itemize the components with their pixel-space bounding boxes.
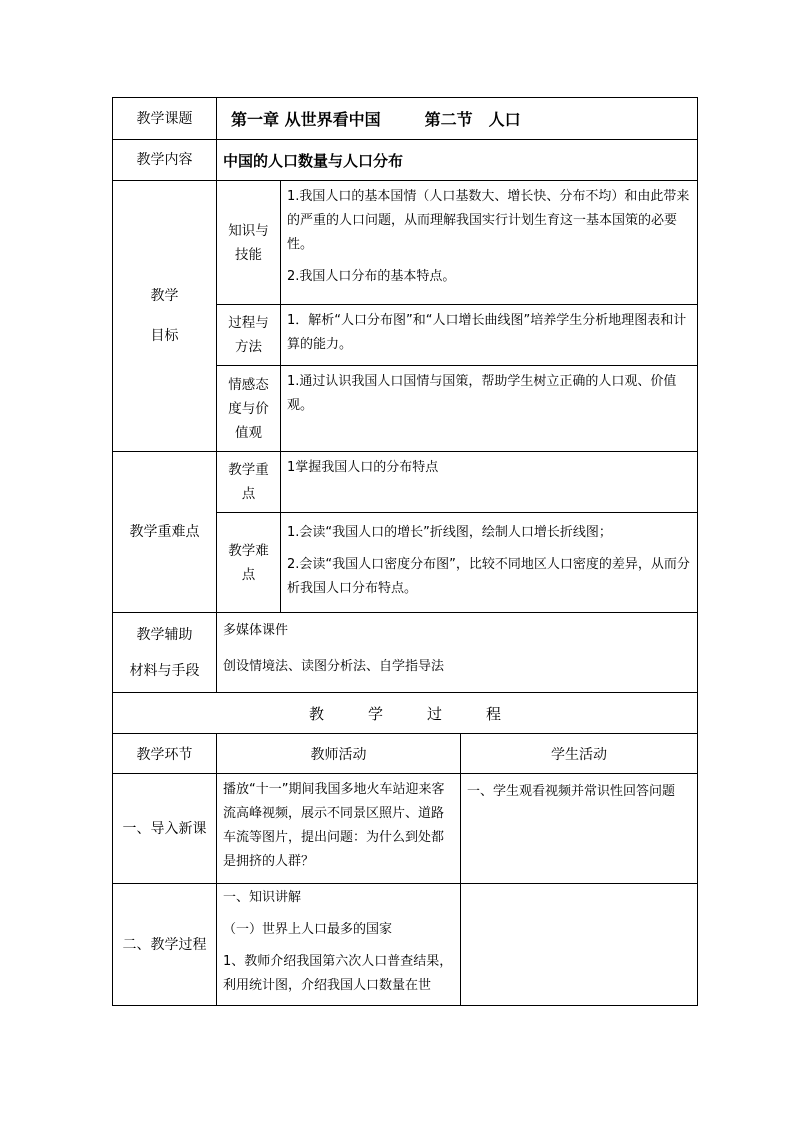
table-row	[113, 884, 698, 1006]
stage-column-header: 教学环节	[113, 734, 217, 774]
aids-label	[113, 613, 217, 693]
attitude-label-line3: 值观	[235, 424, 262, 441]
topic-value	[217, 98, 698, 140]
process-method-label-line2: 方法	[235, 339, 262, 355]
attitude-text	[281, 366, 698, 452]
knowledge-item: 1.我国人口的基本国情（人口基数大、增长快、分布不均）和由此带来的严重的人口问题，从而理解我国实行计划生育这一基本国策的必要性。	[287, 189, 690, 252]
student-column-header: 学生活动	[461, 734, 698, 774]
topic-chapter: 第一章 从世界看中国	[231, 110, 381, 129]
student-activity	[461, 774, 698, 884]
aids-label-line1: 教学辅助	[136, 626, 193, 643]
stage-name: 一、导入新课	[113, 774, 217, 884]
student-activity-item: 一、学生观看视频并常识性回答问题	[467, 784, 676, 799]
student-activity	[461, 884, 698, 1006]
objectives-label	[113, 181, 217, 452]
attitude-item: 1.通过认识我国人口国情与国策，帮助学生树立正确的人口观、价值观。	[287, 374, 677, 413]
objectives-label-line2: 目标	[150, 328, 179, 344]
stage-name: 二、教学过程	[113, 884, 217, 1006]
content-label: 教学内容	[113, 140, 217, 181]
knowledge-label	[217, 181, 281, 305]
content-value: 中国的人口数量与人口分布	[217, 140, 698, 181]
aids-label-line2: 材料与手段	[129, 662, 200, 679]
process-heading: 教学过程	[113, 693, 698, 734]
teacher-activity-item: 播放“十一”期间我国多地火车站迎来客流高峰视频，展示不同景区照片、道路车流等图片，提出问题：为什么到处都是拥挤的人群？	[223, 782, 445, 869]
knowledge-item: 2.我国人口分布的基本特点。	[287, 269, 456, 284]
knowledge-text	[281, 181, 698, 305]
key-points-label: 教学重难点	[113, 452, 217, 613]
process-method-label-line1: 过程与	[228, 315, 269, 331]
knowledge-label-line1: 知识与	[228, 222, 269, 239]
aids-item: 创设情境法、读图分析法、自学指导法	[223, 659, 445, 674]
difficulty-label-line2: 点	[241, 566, 256, 583]
table-row	[113, 774, 698, 884]
aids-text	[217, 613, 698, 693]
teacher-column-header: 教师活动	[217, 734, 461, 774]
focus-label-line2: 点	[241, 486, 256, 502]
topic-section: 第二节 人口	[424, 110, 521, 129]
focus-label-line1: 教学重	[228, 462, 269, 478]
difficulty-text	[281, 513, 698, 613]
knowledge-label-line2: 技能	[235, 246, 262, 263]
difficulty-item: 1.会读“我国人口的增长”折线图，绘制人口增长折线图；	[287, 525, 612, 540]
focus-item: 1掌握我国人口的分布特点	[287, 460, 439, 475]
teacher-activity	[217, 774, 461, 884]
process-method-item: 1．解析“人口分布图”和“人口增长曲线图”培养学生分析地理图表和计算的能力。	[287, 313, 687, 352]
difficulty-label-line1: 教学难	[228, 542, 269, 559]
teacher-activity-item: （一）世界上人口最多的国家	[223, 922, 393, 937]
attitude-label	[217, 366, 281, 452]
process-method-label	[217, 305, 281, 366]
process-method-text	[281, 305, 698, 366]
lesson-plan-table	[112, 97, 698, 1006]
difficulty-label	[217, 513, 281, 613]
teacher-activity-item: 一、知识讲解	[223, 890, 302, 905]
focus-text	[281, 452, 698, 513]
teacher-activity	[217, 884, 461, 1006]
objectives-label-line1: 教学	[150, 288, 179, 304]
attitude-label-line1: 情感态	[228, 376, 269, 393]
aids-item: 多媒体课件	[223, 623, 289, 638]
focus-label	[217, 452, 281, 513]
difficulty-item: 2.会读“我国人口密度分布图”，比较不同地区人口密度的差异，从而分析我国人口分布特点。	[287, 557, 690, 596]
attitude-label-line2: 度与价	[228, 400, 269, 417]
topic-label: 教学课题	[113, 98, 217, 140]
teacher-activity-item: 1、教师介绍我国第六次人口普查结果，利用统计图，介绍我国人口数量在世	[223, 954, 453, 993]
